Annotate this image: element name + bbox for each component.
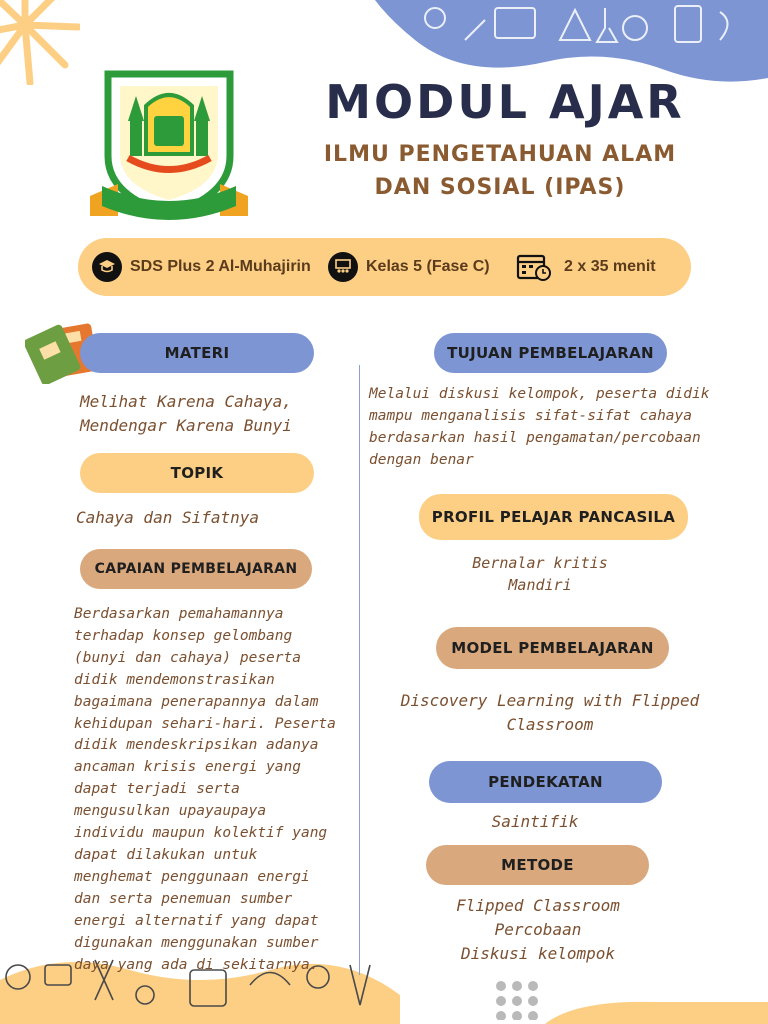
heading-materi: MATERI — [80, 333, 314, 373]
model-line-1: Discovery Learning with Flipped — [400, 691, 700, 710]
column-divider — [359, 365, 360, 975]
model-text — [385, 689, 715, 737]
capaian-line: daya yang ada di sekitarnya. — [74, 956, 319, 973]
classroom-icon — [328, 252, 358, 282]
capaian-line: dan serta penemuan sumber — [74, 890, 293, 907]
materi-line-1: Melihat Karena Cahaya, — [80, 392, 292, 411]
subtitle-line-1: ILMU PENGETAHUAN ALAM — [323, 142, 677, 167]
school-logo-icon — [88, 66, 250, 228]
profil-item: Mandiri — [508, 576, 572, 594]
capaian-line: kehidupan sehari-hari. Peserta — [74, 715, 336, 732]
capaian-line: Berdasarkan pemahamannya — [74, 606, 284, 622]
page-title: MODUL AJAR — [325, 75, 685, 129]
metode-item: Percobaan — [494, 920, 582, 939]
heading-topik: TOPIK — [80, 453, 314, 493]
school-name: SDS Plus 2 Al-Muhajirin — [130, 258, 311, 275]
duration-text: 2 x 35 menit — [564, 258, 656, 275]
info-class — [328, 252, 490, 282]
tujuan-text — [369, 383, 749, 471]
capaian-line: terhadap konsep gelombang — [74, 627, 293, 644]
metode-list — [428, 894, 648, 966]
tujuan-line: Melalui diskusi kelompok, peserta didik — [369, 386, 710, 402]
calendar-icon — [516, 252, 552, 282]
tujuan-line: mampu menganalisis sifat-sifat cahaya — [369, 408, 693, 424]
pendekatan-text: Saintifik — [491, 812, 579, 831]
capaian-line: energi alternatif yang dapat — [74, 912, 319, 929]
capaian-line: bagaimana penerapannya dalam — [74, 693, 319, 710]
materi-line-2: Mendengar Karena Bunyi — [80, 416, 292, 435]
metode-item: Flipped Classroom — [456, 896, 620, 915]
profil-item: Bernalar kritis — [472, 554, 608, 572]
capaian-line: individu maupun kolektif yang — [74, 825, 328, 842]
topik-text: Cahaya dan Sifatnya — [76, 508, 260, 527]
metode-item: Diskusi kelompok — [460, 944, 616, 963]
orange-wave-decoration — [545, 1000, 768, 1024]
info-school — [92, 252, 311, 282]
info-duration — [516, 252, 656, 282]
capaian-line: menghemat penggunaan energi — [74, 868, 310, 885]
capaian-text — [74, 604, 344, 976]
capaian-line: dapat dilakukan untuk — [74, 846, 258, 863]
heading-tujuan: TUJUAN PEMBELAJARAN — [434, 333, 667, 373]
subject-subtitle — [300, 138, 700, 204]
info-bar — [78, 238, 691, 296]
heading-metode: METODE — [426, 845, 649, 885]
materi-text — [80, 390, 350, 438]
capaian-line: didik mendemonstrasikan — [74, 671, 275, 688]
profil-list — [440, 552, 640, 596]
heading-capaian: CAPAIAN PEMBELAJARAN — [80, 549, 312, 589]
heading-profil: PROFIL PELAJAR PANCASILA — [419, 494, 688, 540]
heading-model: MODEL PEMBELAJARAN — [436, 627, 669, 669]
graduation-cap-icon — [92, 252, 122, 282]
subtitle-line-2: DAN SOSIAL (IPAS) — [374, 175, 626, 200]
class-level: Kelas 5 (Fase C) — [366, 258, 490, 275]
tujuan-line: dengan benar — [369, 452, 474, 468]
heading-pendekatan: PENDEKATAN — [429, 761, 662, 803]
model-line-2: Classroom — [506, 715, 594, 734]
dot-grid-decoration — [495, 980, 545, 1020]
capaian-line: dapat terjadi serta — [74, 781, 240, 798]
capaian-line: mengusulkan upayaupaya — [74, 803, 267, 820]
tujuan-line: berdasarkan hasil pengamatan/percobaan — [369, 430, 701, 446]
capaian-line: didik mendeskripsikan adanya — [74, 737, 319, 754]
capaian-line: ancaman krisis energi yang — [74, 759, 301, 776]
sunburst-decoration — [0, 0, 80, 85]
capaian-line: (bunyi dan cahaya) peserta — [74, 649, 301, 666]
capaian-line: digunakan menggunakan sumber — [74, 934, 319, 951]
